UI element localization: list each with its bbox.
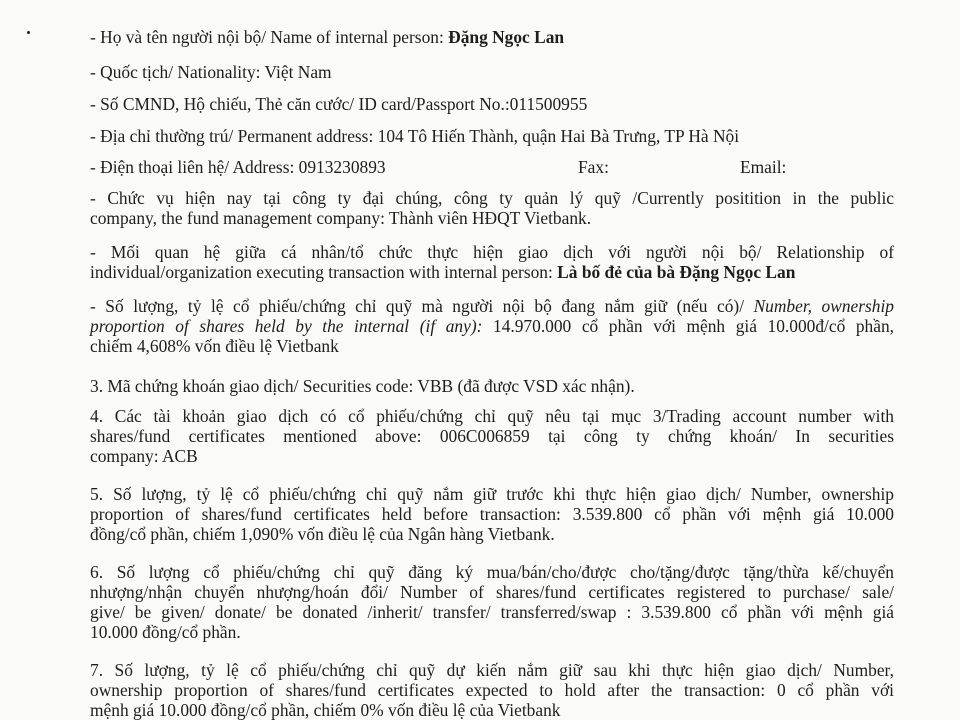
position-line-2: company, the fund management company: Thành viên HĐQT Vietbank. xyxy=(90,208,592,228)
position-line-1: - Chức vụ hiện nay tại công ty đại chúng, công ty quản lý quỹ /Currently positition in the public xyxy=(90,188,894,208)
scan-speck xyxy=(27,31,30,34)
relationship-line-2 xyxy=(90,262,894,282)
item-6 xyxy=(90,562,894,642)
holding-text-1: - Số lượng, tỷ lệ cổ phiếu/chứng chỉ quỹ mà người nội bộ đang nắm giữ (nếu có)/ xyxy=(90,296,754,316)
relationship-paragraph xyxy=(90,242,894,282)
holding-line-3: chiếm 4,608% vốn điều lệ Vietbank xyxy=(90,336,339,356)
name-value: Đặng Ngọc Lan xyxy=(448,27,565,47)
item-6-line-1: 6. Số lượng cổ phiếu/chứng chỉ quỹ đăng ký mua/bán/cho/được cho/tặng/được tặng/thừa kế/chuyển xyxy=(90,562,894,582)
item-4-line-1: 4. Các tài khoản giao dịch có cổ phiếu/chứng chỉ quỹ nêu tại mục 3/Trading account number with xyxy=(90,406,894,426)
item-7-line-1: 7. Số lượng, tỷ lệ cổ phiếu/chứng chỉ quỹ dự kiến nắm giữ sau khi thực hiện giao dịch/ Number, xyxy=(90,660,894,680)
item-7-line-2: ownership proportion of shares/fund certificates expected to hold after the transaction: 0 cổ phần với xyxy=(90,680,894,700)
item-3: 3. Mã chứng khoán giao dịch/ Securities code: VBB (đã được VSD xác nhận). xyxy=(90,376,635,396)
relationship-text: individual/organization executing transaction with internal person: xyxy=(90,262,558,282)
item-5-line-2: proportion of shares/fund certificates held before transaction: 3.539.800 cổ phần với mệnh giá 10.000 xyxy=(90,504,894,524)
phone-text: - Điện thoại liên hệ/ Address: 0913230893 xyxy=(90,157,386,177)
holding-italic-1: Number, ownership xyxy=(753,296,895,316)
item-4-line-2: shares/fund certificates mentioned above: 006C006859 tại công ty chứng khoán/ In securities xyxy=(90,426,894,446)
item-4-line-3: company: ACB xyxy=(90,446,198,466)
relationship-line-1: - Mối quan hệ giữa cá nhân/tổ chức thực hiện giao dịch với người nội bộ/ Relationship of xyxy=(90,242,894,262)
item-7 xyxy=(90,660,894,720)
item-6-line-3: give/ be given/ donate/ be donated /inherit/ transfer/ transferred/swap : 3.539.800 cổ phần với mệnh giá xyxy=(90,602,894,622)
item-4 xyxy=(90,406,894,466)
email-label: Email: xyxy=(740,157,787,177)
holding-paragraph xyxy=(90,296,894,356)
address-line: - Địa chỉ thường trú/ Permanent address: 104 Tô Hiến Thành, quận Hai Bà Trưng, TP Hà Nội xyxy=(90,126,740,146)
internal-person-name xyxy=(90,26,564,48)
contact-line xyxy=(90,156,894,178)
holding-line-1 xyxy=(90,296,894,316)
nationality-line: - Quốc tịch/ Nationality: Việt Nam xyxy=(90,62,332,82)
item-6-line-2: nhượng/nhận chuyển nhượng/hoán đổi/ Number of shares/fund certificates registered to purchase/ sale/ xyxy=(90,582,894,602)
item-5 xyxy=(90,484,894,544)
item-5-line-1: 5. Số lượng, tỷ lệ cổ phiếu/chứng chỉ quỹ nắm giữ trước khi thực hiện giao dịch/ Number, ownership xyxy=(90,484,894,504)
fax-label: Fax: xyxy=(578,157,609,177)
relationship-value: Là bố đẻ của bà Đặng Ngọc Lan xyxy=(557,262,796,282)
holding-italic-2: proportion of shares held by the internal (if any): xyxy=(90,316,483,336)
item-5-line-3: đồng/cổ phần, chiếm 1,090% vốn điều lệ của Ngân hàng Vietbank. xyxy=(90,524,555,544)
id-card-line: - Số CMND, Hộ chiếu, Thẻ căn cước/ ID card/Passport No.:011500955 xyxy=(90,94,588,114)
holding-text-2: 14.970.000 cổ phần với mệnh giá 10.000đ/cổ phần, xyxy=(482,316,894,336)
item-6-line-4: 10.000 đồng/cổ phần. xyxy=(90,622,241,642)
item-7-line-3: mệnh giá 10.000 đồng/cổ phần, chiếm 0% vốn điều lệ của Vietbank xyxy=(90,700,561,720)
holding-line-2 xyxy=(90,316,894,336)
position-paragraph xyxy=(90,188,894,228)
name-label: - Họ và tên người nội bộ/ Name of internal person: xyxy=(90,27,449,47)
